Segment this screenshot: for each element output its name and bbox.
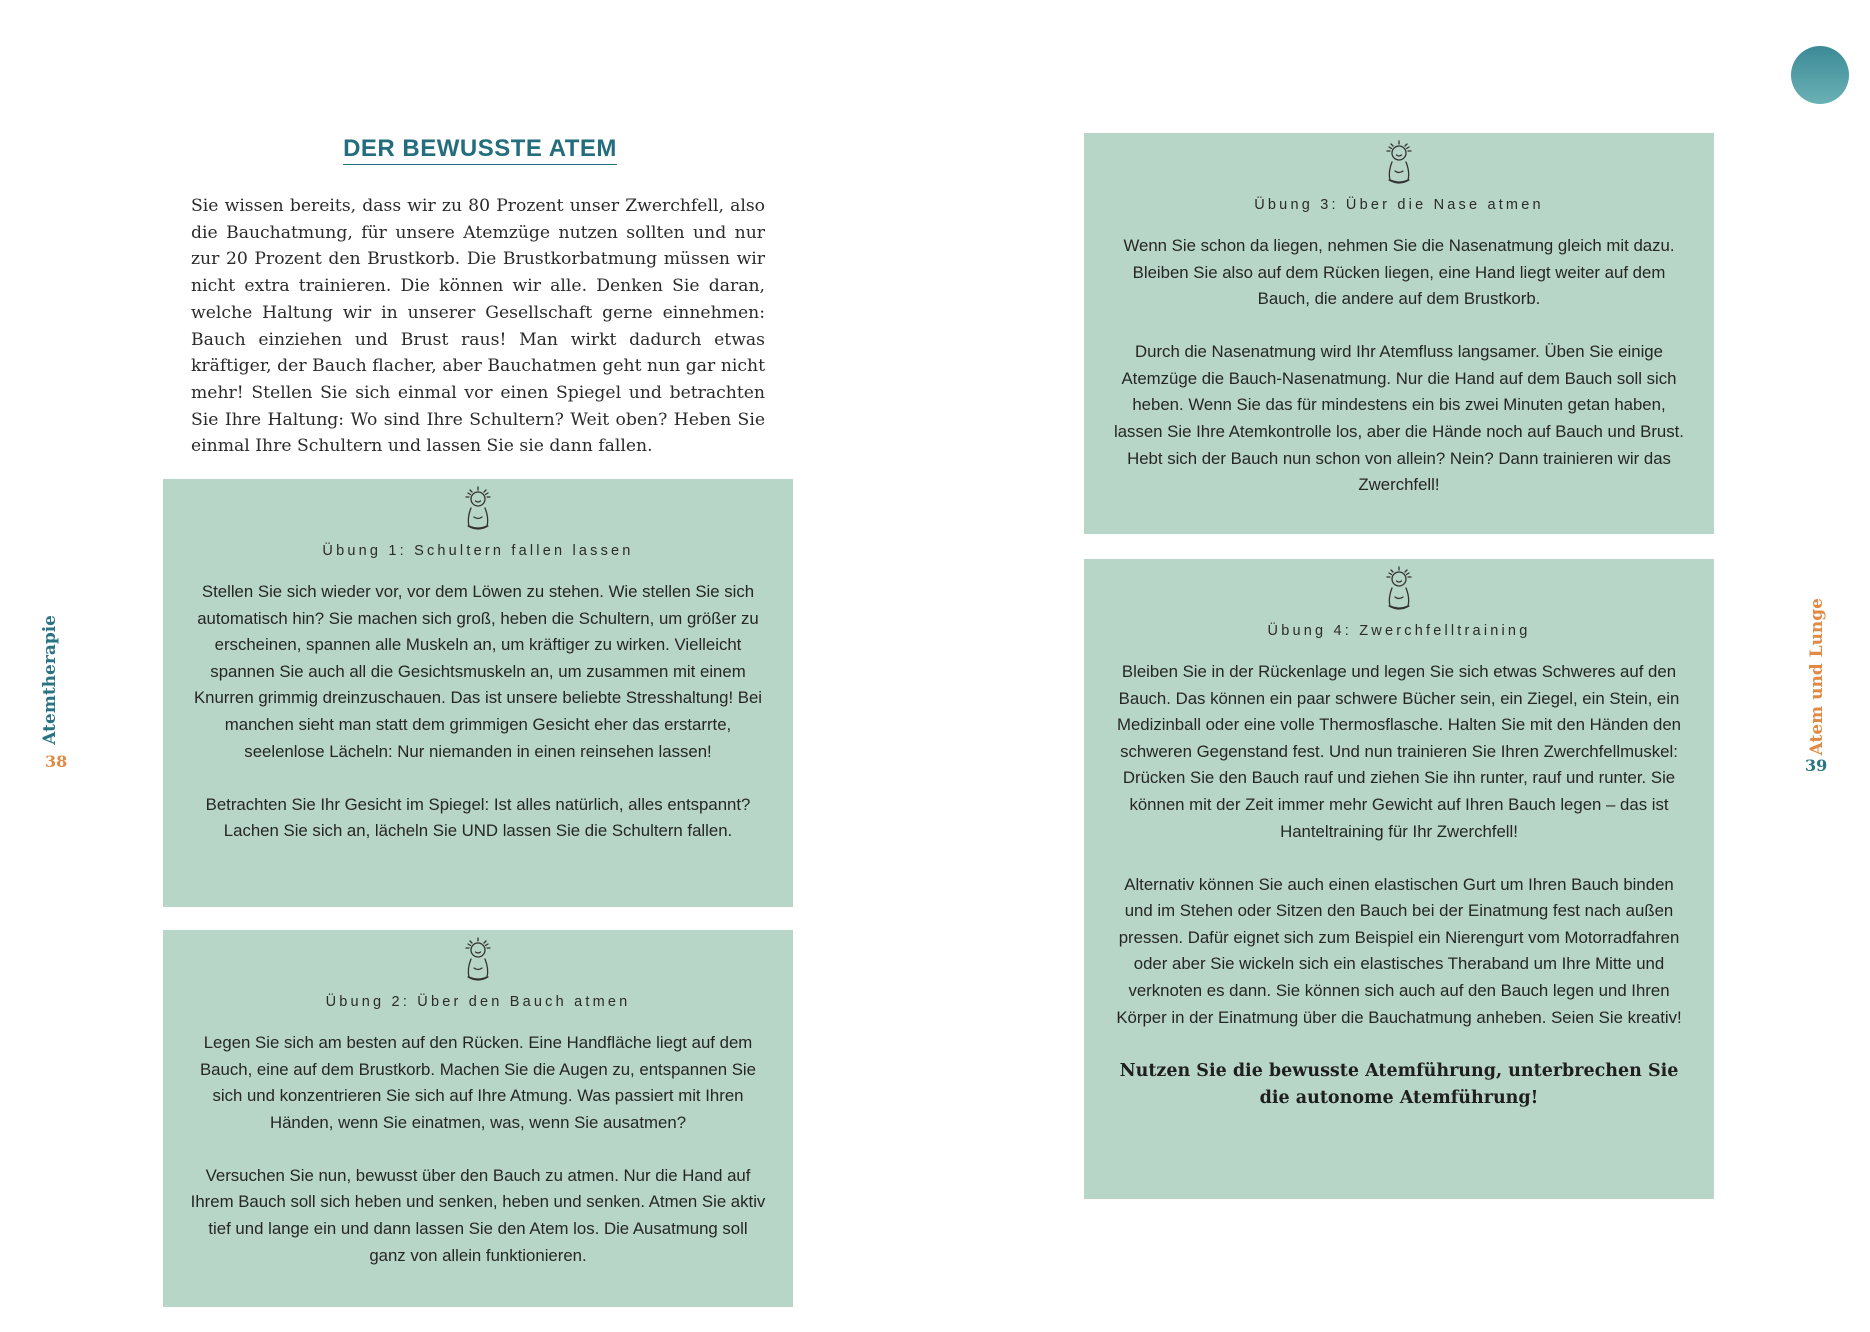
exercise-paragraph: Versuchen Sie nun, bewusst über den Bauch zu atmen. Nur die Hand auf Ihrem Bauch soll sich heben und senken, heben und senken. Atmen Sie aktiv tief und lange ein und dann lassen Sie den Atem los. Die Ausatmung soll ganz von allein funktionieren. [190,1165,766,1265]
meditating-figure-icon [458,934,498,986]
exercise-paragraph: Legen Sie sich am besten auf den Rücken. Eine Handfläche liegt auf dem Bauch, eine auf dem Brustkorb. Machen Sie die Augen zu, entspannen Sie sich und konzentrieren Sie sich auf Ihre Atmung. Was passiert mit Ihren Händen, wenn Sie einatmen, was, wenn Sie ausatmen? [199,1033,756,1132]
page-title: DER BEWUSSTE ATEM [190,135,770,163]
exercise-title: Übung 2: Über den Bauch atmen [325,994,631,1010]
exercise-box-3 [1084,133,1714,534]
intro-paragraph: Sie wissen bereits, dass wir zu 80 Prozent unser Zwerchfell, also die Bauchatmung, für unsere Atemzüge nutzen sollten und nur zur 20 Prozent den Brustkorb. Die Brustkorbatmung müssen wir nicht extra trainieren. Die können wir alle. Denken Sie daran, welche Haltung wir in unserer Gesellschaft gerne einnehmen: Bauch einziehen und Brust raus! Man wirkt dadurch etwas kräftiger, der Bauch flacher, aber Bauchatmen geht nun gar nicht mehr! Stellen Sie sich einmal vor einen Spiegel und betrachten Sie Ihre Haltung: Wo sind Ihre Schultern? Weit oben? Heben Sie einmal Ihre Schultern und lassen Sie sie dann fallen. [191,196,765,457]
meditating-figure-icon [1379,563,1419,615]
exercise-box-4 [1084,559,1714,1199]
exercise-title: Übung 4: Zwerchfelltraining [1267,623,1531,639]
exercise-paragraph: Stellen Sie sich wieder vor, vor dem Löwen zu stehen. Wie stellen Sie sich automatisch hin? Sie machen sich groß, heben die Schultern, um größer zu erscheinen, spannen alle Muskeln an, um kräftiger zu wirken. Vielleicht spannen Sie auch all die Gesichtsmuskeln an, um zusammen mit einem Knurren grimmig dreinzuschauen. Das ist unsere beliebte Stresshaltung! Bei manchen sieht man statt dem grimmigen Gesicht eher das erstarrte, seelenlose Lächeln: Nur niemanden in einen reinsehen lassen! [193,582,763,761]
exercise-title: Übung 3: Über die Nase atmen [1254,197,1544,213]
exercise-paragraph: Wenn Sie schon da liegen, nehmen Sie die Nasenatmung gleich mit dazu. Bleiben Sie also auf dem Rücken liegen, eine Hand liegt weiter auf dem Bauch, die andere auf dem Brustkorb. [1123,236,1675,309]
exercise-paragraph: Bleiben Sie in der Rückenlage und legen Sie sich etwas Schweres auf den Bauch. Das können ein paar schwere Bücher sein, ein Ziegel, ein Stein, ein Medizinball oder eine volle Thermosflasche. Halten Sie mit den Händen den schweren Gegenstand fest. Und nun trainieren Sie Ihren Zwerchfellmuskel: Drücken Sie den Bauch rauf und ziehen Sie ihn runter, rauf und runter. Sie können mit der Zeit immer mehr Gewicht auf Ihren Bauch legen – das ist Hanteltraining für Ihr Zwerchfell! [1116,662,1682,841]
left-running-head: Atemtherapie [40,615,60,745]
corner-circle-decoration [1791,46,1849,104]
right-page-number: 39 [1805,756,1828,775]
left-page-number: 38 [45,752,68,771]
exercise-box-2 [163,930,793,1307]
exercise-title: Übung 1: Schultern fallen lassen [322,543,634,559]
exercise-paragraph: Alternativ können Sie auch einen elastischen Gurt um Ihren Bauch binden und im Stehen oder Sitzen den Bauch bei der Einatmung fest nach außen pressen. Dafür eignet sich zum Beispiel ein Nierengurt vom Motorradfahren oder aber Sie wickeln sich ein elastisches Theraband um Ihre Mitte und verknoten es dann. Sie können sich auch auf den Bauch legen und Ihren Körper in der Einatmung über die Bauchatmung anheben. Seien Sie kreativ! [1116,874,1682,1027]
meditating-figure-icon [1379,137,1419,189]
exercise-paragraph: Durch die Nasenatmung wird Ihr Atemfluss langsamer. Üben Sie einige Atemzüge die Bauch-Nasenatmung. Nur die Hand auf dem Bauch soll sich heben. Wenn Sie das für mindestens ein bis zwei Minuten getan haben, lassen Sie Ihre Atemkontrolle los, aber die Hände noch auf Bauch und Brust. Hebt sich der Bauch nun schon von allein? Nein? Dann trainieren wir das Zwerchfell! [1114,342,1684,495]
meditating-figure-icon [458,483,498,535]
right-running-head: Atem und Lunge [1807,598,1827,756]
exercise-paragraph: Betrachten Sie Ihr Gesicht im Spiegel: Ist alles natürlich, alles entspannt? Lachen Sie sich an, lächeln Sie UND lassen Sie die Schultern fallen. [205,794,751,841]
exercise-box-1 [163,479,793,907]
exercise-emphasis: Nutzen Sie die bewusste Atemführung, unterbrechen Sie die autonome Atemführung! [1119,1060,1679,1108]
